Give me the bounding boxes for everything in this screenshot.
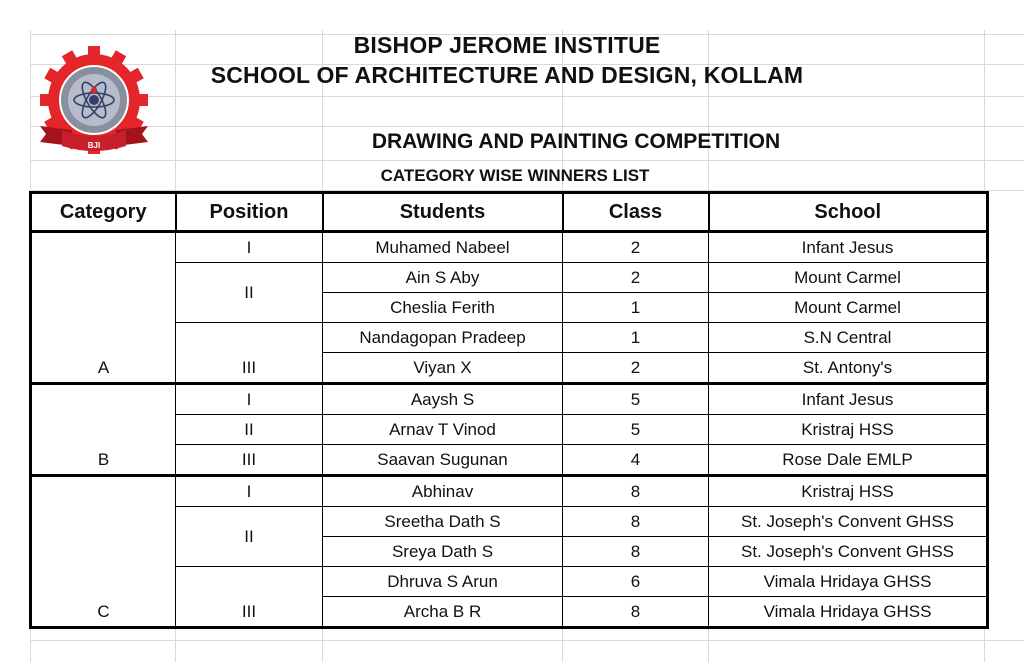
class-cell: 4 bbox=[563, 445, 709, 476]
position-cell: III bbox=[176, 445, 323, 476]
position-cell: II bbox=[176, 263, 323, 323]
column-header-class: Class bbox=[563, 193, 709, 232]
class-cell: 5 bbox=[563, 384, 709, 415]
position-cell: II bbox=[176, 415, 323, 445]
class-cell: 5 bbox=[563, 415, 709, 445]
table-row bbox=[31, 384, 988, 415]
school-cell: Kristraj HSS bbox=[709, 476, 988, 507]
school-cell: Rose Dale EMLP bbox=[709, 445, 988, 476]
student-cell: Aaysh S bbox=[323, 384, 563, 415]
category-cell: C bbox=[31, 476, 176, 628]
school-title: SCHOOL OF ARCHITECTURE AND DESIGN, KOLLAM bbox=[210, 62, 804, 88]
student-cell: Ain S Aby bbox=[323, 263, 563, 293]
school-cell: S.N Central bbox=[709, 323, 988, 353]
position-cell: III bbox=[176, 567, 323, 628]
class-cell: 8 bbox=[563, 597, 709, 628]
school-cell: St. Joseph's Convent GHSS bbox=[709, 507, 988, 537]
school-cell: Mount Carmel bbox=[709, 263, 988, 293]
student-cell: Viyan X bbox=[323, 353, 563, 384]
student-cell: Cheslia Ferith bbox=[323, 293, 563, 323]
class-cell: 8 bbox=[563, 537, 709, 567]
svg-text:BJI: BJI bbox=[87, 141, 101, 150]
student-cell: Saavan Sugunan bbox=[323, 445, 563, 476]
school-cell: Infant Jesus bbox=[709, 384, 988, 415]
position-cell: I bbox=[176, 476, 323, 507]
class-cell: 8 bbox=[563, 507, 709, 537]
column-header-students: Students bbox=[323, 193, 563, 232]
table-row bbox=[31, 232, 988, 263]
class-cell: 8 bbox=[563, 476, 709, 507]
column-header-category: Category bbox=[31, 193, 176, 232]
student-cell: Dhruva S Arun bbox=[323, 567, 563, 597]
school-cell: Vimala Hridaya GHSS bbox=[709, 567, 988, 597]
class-cell: 2 bbox=[563, 232, 709, 263]
table-row bbox=[31, 476, 988, 507]
school-cell: Mount Carmel bbox=[709, 293, 988, 323]
student-cell: Archa B R bbox=[323, 597, 563, 628]
winners-table bbox=[29, 191, 989, 629]
class-cell: 6 bbox=[563, 567, 709, 597]
category-cell: A bbox=[31, 232, 176, 384]
category-cell: B bbox=[31, 384, 176, 476]
class-cell: 1 bbox=[563, 323, 709, 353]
student-cell: Sreetha Dath S bbox=[323, 507, 563, 537]
column-header-school: School bbox=[709, 193, 988, 232]
event-title: DRAWING AND PAINTING COMPETITION bbox=[371, 130, 781, 153]
position-cell: II bbox=[176, 507, 323, 567]
position-cell: III bbox=[176, 323, 323, 384]
student-cell: Muhamed Nabeel bbox=[323, 232, 563, 263]
institute-title: BISHOP JEROME INSTITUE bbox=[353, 32, 661, 58]
class-cell: 2 bbox=[563, 353, 709, 384]
student-cell: Nandagopan Pradeep bbox=[323, 323, 563, 353]
school-cell: St. Antony's bbox=[709, 353, 988, 384]
student-cell: Abhinav bbox=[323, 476, 563, 507]
position-cell: I bbox=[176, 232, 323, 263]
table-header-row bbox=[31, 193, 988, 232]
position-cell: I bbox=[176, 384, 323, 415]
class-cell: 2 bbox=[563, 263, 709, 293]
school-cell: Vimala Hridaya GHSS bbox=[709, 597, 988, 628]
school-cell: St. Joseph's Convent GHSS bbox=[709, 537, 988, 567]
list-title: CATEGORY WISE WINNERS LIST bbox=[380, 166, 650, 185]
school-cell: Infant Jesus bbox=[709, 232, 988, 263]
school-cell: Kristraj HSS bbox=[709, 415, 988, 445]
class-cell: 1 bbox=[563, 293, 709, 323]
column-header-position: Position bbox=[176, 193, 323, 232]
student-cell: Arnav T Vinod bbox=[323, 415, 563, 445]
student-cell: Sreya Dath S bbox=[323, 537, 563, 567]
